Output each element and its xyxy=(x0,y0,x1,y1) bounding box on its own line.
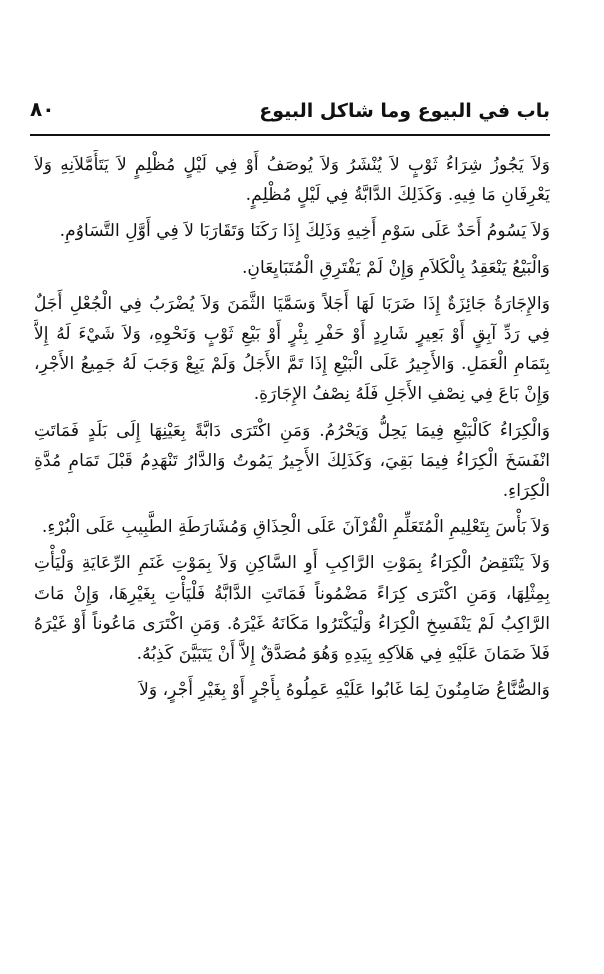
paragraph-rent: وَالْكِرَاءُ كَالْبَيْعِ فِيمَا يَحِلُّ وَيَحْرُمُ. وَمَنِ اكْتَرَى دَابَّةً بِعَيْنِهَا إِلَى بَلَدٍ فَمَاتَتِ انْفَسَخَ الْكِرَاءُ فِيمَا بَقِيَ، وَكَذَلِكَ الأَجِيرُ يَمُوتُ وَالدَّارُ تَنْهَدِمُ قَبْلَ تَمَامِ مُدَّةِ الْكِرَاءِ. xyxy=(34,420,550,502)
paragraph-teaching-medicine: وَلاَ بَأْسَ بِتَعْلِيمِ الْمُتَعَلِّمِ الْقُرْآنَ عَلَى الْحِذَاقِ وَمُشَارَطَةِ الطَّبِيبِ عَلَى الْبُرْءِ. xyxy=(41,517,550,538)
page-number: ٨٠ xyxy=(30,97,55,121)
paragraph-hire: وَالإِجَارَةُ جَائِزَةٌ إِذَا ضَرَبَا لَهَا أَجَلاً وَسَمَّيَا الثَّمَنَ وَلاَ يُضْرَبُ فِي الْجُعْلِ أَجَلٌ فِي رَدِّ آبِقٍ أَوْ بَعِيرٍ شَارِدٍ أَوْ حَفْرِ بِئْرٍ أَوْ بَيْعِ ثَوْبٍ وَنَحْوِهِ، وَلاَ شَيْءَ لَهُ إِلاَّ بِتَمَامِ الْعَمَلِ. وَالأَجِيرُ عَلَى الْبَيْعِ إِذَا تَمَّ الأَجَلُ وَلَمْ يَبِعْ وَجَبَ لَهُ جَمِيعُ الأَجْرِ، وَإِنْ بَاعَ فِي نِصْفِ الأَجَلِ فَلَهُ نِصْفُ الإِجَارَةِ. xyxy=(34,293,550,405)
header-divider xyxy=(30,134,550,136)
chapter-title: باب في البيوع وما شاكل البيوع xyxy=(259,100,550,122)
paragraph-artisans: وَالصُّنَّاعُ ضَامِنُونَ لِمَا غَابُوا عَلَيْهِ عَمِلُوهُ بِأَجْرٍ أَوْ بِغَيْرِ أَجْرٍ، وَلاَ xyxy=(139,680,550,701)
paragraph-bargaining: وَلاَ يَسُومُ أَحَدٌ عَلَى سَوْمِ أَخِيهِ وَذَلِكَ إِذَا رَكَنَا وَتَقَارَبَا لاَ فِي أَوَّلِ التَّسَاوُمِ. xyxy=(59,221,550,242)
page-header xyxy=(30,96,550,130)
paragraph-sale-contract: وَالْبَيْعُ يَنْعَقِدُ بِالْكَلاَمِ وَإِنْ لَمْ يَفْتَرِقِ الْمُتَبَايِعَانِ. xyxy=(241,257,550,278)
body-text xyxy=(34,150,550,960)
paragraph-garment-sale: وَلاَ يَجُوزُ شِرَاءُ ثَوْبٍ لاَ يُنْشَرُ وَلاَ يُوصَفُ أَوْ فِي لَيْلٍ مُظْلِمٍ لاَ يَتَأَمَّلاَنِهِ وَلاَ يَعْرِفَانِ مَا فِيهِ. وَكَذَلِكَ الدَّابَّةُ فِي لَيْلٍ مُظْلِمٍ. xyxy=(34,155,550,206)
paragraph-rent-continuity: وَلاَ يَنْتَقِضُ الْكِرَاءُ بِمَوْتِ الرَّاكِبِ أَوِ السَّاكِنِ وَلاَ بِمَوْتِ غَنَمِ الرِّعَايَةِ وَلْيَأْتِ بِمِثْلِهَا، وَمَنِ اكْتَرَى كِرَاءً مَضْمُوناً فَمَاتَتِ الدَّابَّةُ فَلْيَأْتِ بِغَيْرِهَا، وَإِنْ مَاتَ الرَّاكِبُ لَمْ يَنْفَسِخِ الْكِرَاءُ وَلْيَكْتَرُوا مَكَانَهُ غَيْرَهُ. وَمَنِ اكْتَرَى مَاعُوناً أَوْ غَيْرَهُ فَلاَ ضَمَانَ عَلَيْهِ فِي هَلاَكِهِ بِيَدِهِ وَهُوَ مُصَدَّقٌ إِلاَّ أَنْ يَتَبَيَّنَ كَذِبُهُ. xyxy=(34,553,550,665)
